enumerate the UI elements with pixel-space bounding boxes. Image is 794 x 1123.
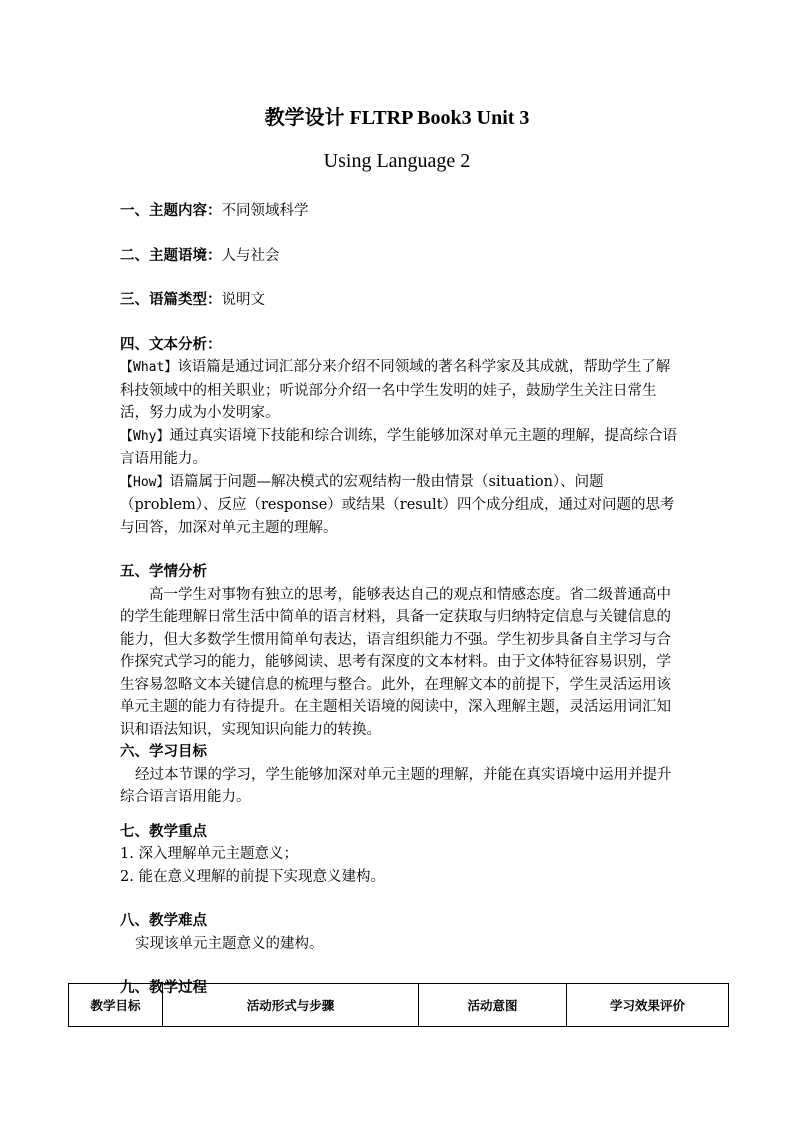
what-tag: 【What】 <box>120 360 178 375</box>
key-point-item: 1. 深入理解单元主题意义； <box>120 846 298 862</box>
analysis-how <box>120 471 680 540</box>
document-title: 教学设计 FLTRP Book3 Unit 3 <box>264 107 530 129</box>
header-activity-intent: 活动意图 <box>419 984 567 1027</box>
section-theme-content <box>120 200 680 223</box>
section-label: 八、教学难点 <box>120 912 207 929</box>
header-teaching-objective: 教学目标 <box>69 984 163 1027</box>
how-text: 语篇属于问题—解决模式的宏观结构一般由情景（situation）、问题（problem）、反应（response）或结果（result）四个成分组成，通过对问题的思考与回答，加深对单元主题的理解。 <box>120 473 675 536</box>
learner-analysis-text: 高一学生对事物有独立的思考，能够表达自己的观点和情感态度。省二级普通高中的学生能理解日常生活中简单的语言材料，具备一定获取与归纳特定信息与关键信息的能力，但大多数学生惯用简单句表达，语言组织能力不强。学生初步具备自主学习与合作探究式学习的能力，能够阅读、思考有深度的文本材料。由于文体特征容易识别，学生容易忽略文本关键信息的梳理与整合。此外，在理解文本的前提下，学生灵活运用该单元主题的能力有待提升。在主题相关语境的阅读中，深入理解主题，灵活运用词汇知识和语法知识，实现知识向能力的转换。 <box>120 586 671 738</box>
section-label: 六、学习目标 <box>120 743 207 760</box>
section-key-points <box>120 821 680 844</box>
section-value: 不同领域科学 <box>221 203 309 219</box>
learning-objectives-text: 经过本节课的学习，学生能够加深对单元主题的理解，并能在真实语境中运用并提升综合语言语用能力。 <box>120 766 672 805</box>
section-difficulties <box>120 910 680 933</box>
section-text-type <box>120 289 680 312</box>
key-point-item: 2. 能在意义理解的前提下实现意义建构。 <box>120 868 385 885</box>
section-label: 三、语篇类型： <box>120 291 222 308</box>
header-learning-evaluation: 学习效果评价 <box>567 984 729 1027</box>
section-label: 九、教学过程 <box>120 979 207 996</box>
header-activity-steps: 活动形式与步骤 <box>163 984 419 1027</box>
section-theme-context <box>120 245 680 268</box>
section-value: 人与社会 <box>221 247 280 264</box>
why-tag: 【Why】 <box>120 428 170 444</box>
document-subtitle: Using Language 2 <box>323 150 471 172</box>
why-text: 通过真实语境下技能和综合训练，学生能够加深对单元主题的理解，提高综合语言语用能力。 <box>120 427 677 467</box>
document-body <box>120 200 680 1000</box>
section-learner-analysis <box>120 561 680 584</box>
how-tag: 【How】 <box>120 474 170 490</box>
section-label: 二、主题语境： <box>120 246 222 264</box>
section-label: 四、文本分析： <box>120 335 222 353</box>
section-value: 说明文 <box>221 292 265 308</box>
section-learning-objectives <box>120 741 680 764</box>
table-header-row <box>69 984 729 1027</box>
difficulties-text: 实现该单元主题意义的建构。 <box>135 935 324 952</box>
what-text: 该语篇是通过词汇部分来介绍不同领域的著名科学家及其成就，帮助学生了解科技领域中的相关职业；听说部分介绍一名中学生发明的娃子，鼓励学生关注日常生活，努力成为小发明家。 <box>120 359 671 421</box>
section-label: 一、主题内容： <box>120 202 222 219</box>
teaching-process-table <box>68 983 728 1027</box>
section-label: 七、教学重点 <box>120 822 207 840</box>
analysis-what <box>120 356 680 425</box>
analysis-why <box>120 425 680 471</box>
section-text-analysis <box>120 334 680 357</box>
section-label: 五、学情分析 <box>120 563 207 580</box>
